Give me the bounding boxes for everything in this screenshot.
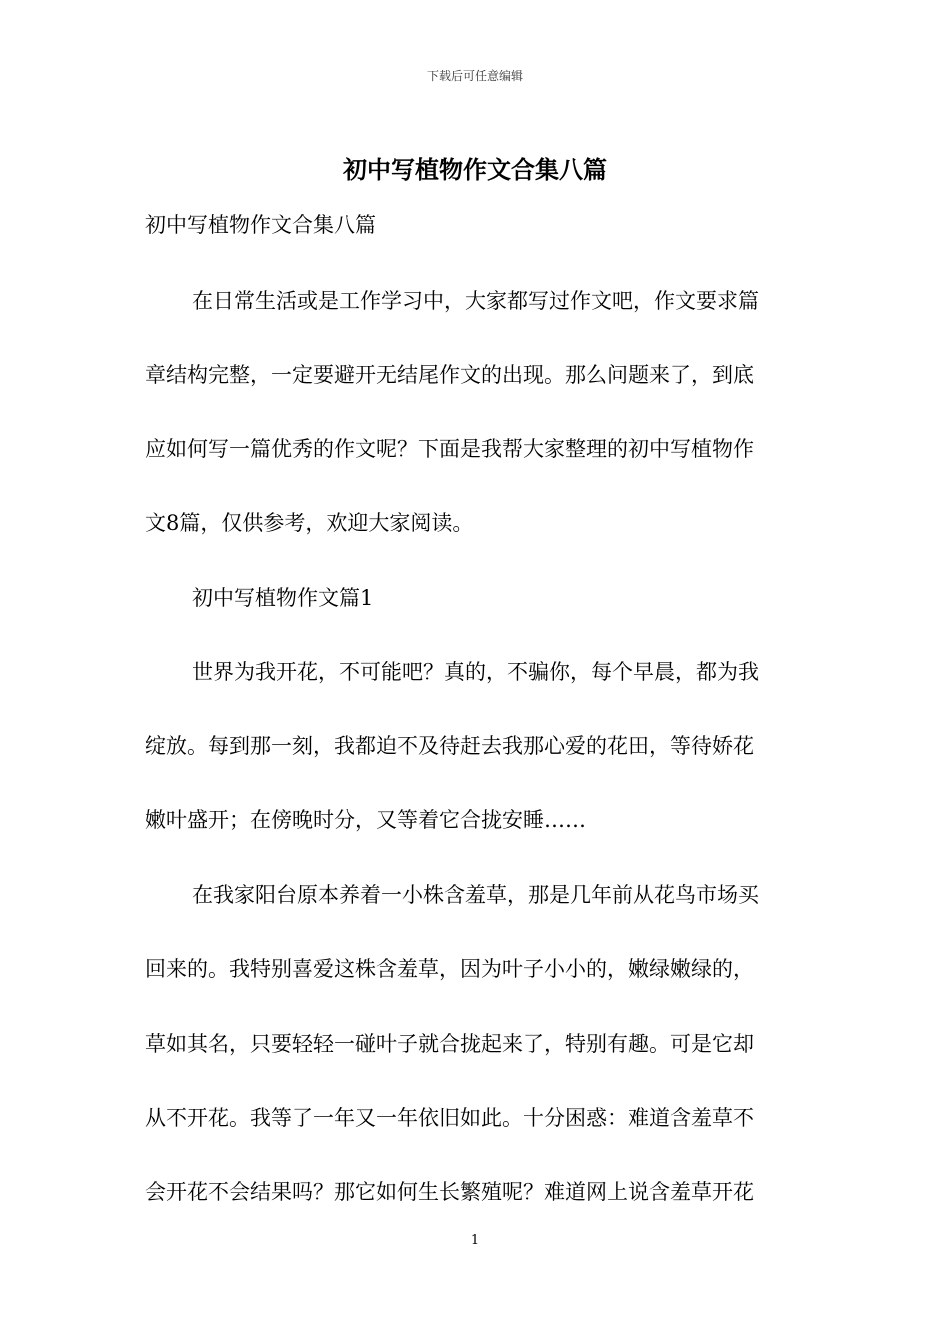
page-header-note: 下载后可任意编辑 xyxy=(426,69,523,83)
document-title: 初中写植物作文合集八篇 xyxy=(343,155,607,184)
paragraph-line: 在我家阳台原本养着一小株含羞草，那是几年前从花鸟市场买 xyxy=(192,883,759,907)
paragraph-line: 文8篇，仅供参考，欢迎大家阅读。 xyxy=(145,511,474,535)
paragraph-line: 回来的。我特别喜爱这株含羞草，因为叶子小小的，嫩绿嫩绿的， xyxy=(145,957,754,981)
section-heading: 初中写植物作文篇1 xyxy=(192,586,374,610)
paragraph-line: 章结构完整，一定要避开无结尾作文的出现。那么问题来了，到底 xyxy=(145,363,754,387)
paragraph-line: 应如何写一篇优秀的作文呢？下面是我帮大家整理的初中写植物作 xyxy=(145,437,754,461)
paragraph-line: 嫩叶盛开；在傍晚时分，又等着它合拢安睡…… xyxy=(145,808,586,832)
paragraph-line: 从不开花。我等了一年又一年依旧如此。十分困惑：难道含羞草不 xyxy=(145,1106,754,1130)
paragraph-line: 世界为我开花，不可能吧？真的，不骗你，每个早晨，都为我 xyxy=(192,660,759,684)
document-subtitle: 初中写植物作文合集八篇 xyxy=(145,213,376,237)
paragraph-line: 在日常生活或是工作学习中，大家都写过作文吧，作文要求篇 xyxy=(192,289,759,313)
paragraph-line: 草如其名，只要轻轻一碰叶子就合拢起来了，特别有趣。可是它却 xyxy=(145,1032,754,1056)
paragraph-line: 会开花不会结果吗？那它如何生长繁殖呢？难道网上说含羞草开花 xyxy=(145,1180,754,1204)
page-number: 1 xyxy=(470,1233,480,1248)
paragraph-line: 绽放。每到那一刻，我都迫不及待赶去我那心爱的花田，等待娇花 xyxy=(145,734,754,758)
